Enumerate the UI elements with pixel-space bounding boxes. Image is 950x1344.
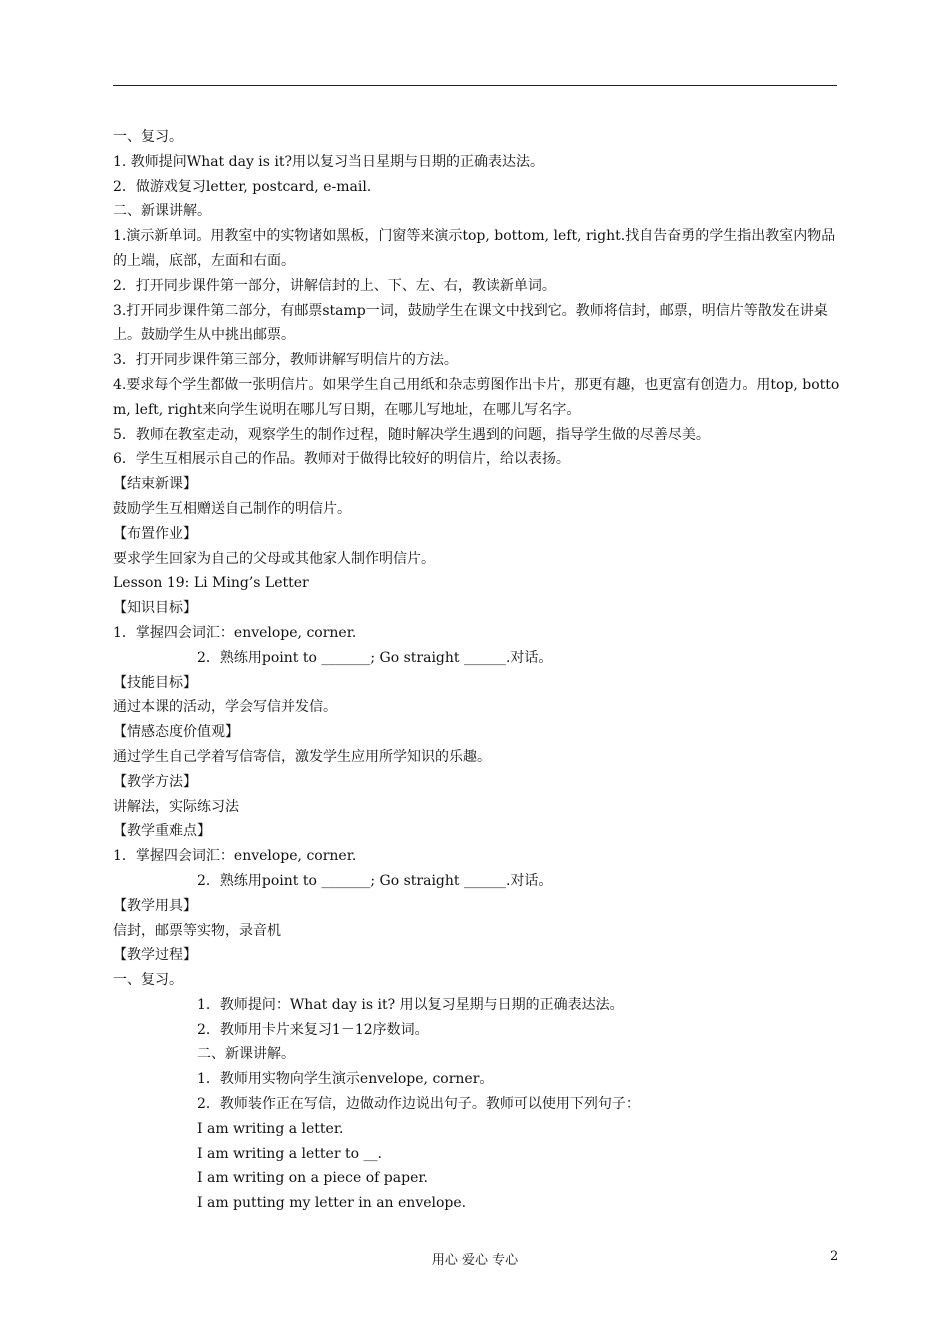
text-line: 【情感态度价值观】 [113,724,239,741]
text-line: 1.演示新单词。用教室中的实物诸如黑板，门窗等来演示top, bottom, left, right.找自告奋勇的学生指出教室内物品的上端，底部，左面和右面。 [113,228,836,269]
text-line: 讲解法，实际练习法 [113,798,239,815]
text-line: I am writing a letter. [197,1120,344,1137]
text-line: 4.要求每个学生都做一张明信片。如果学生自己用纸和杂志剪图作出卡片，那更有趣，也更富有创造力。用top, bottom, left, right来向学生说明在哪儿写日期，在哪儿写地址，在哪儿写名字。 [113,376,840,418]
text-line: 一、复习。 [113,972,183,989]
text-line: 【结束新课】 [113,476,197,493]
text-line: I am writing a letter to __. [197,1145,382,1162]
text-line: 二、新课讲解。 [113,203,211,220]
header-rule [113,85,837,86]
text-line: 鼓励学生互相赠送自己制作的明信片。 [113,500,351,517]
page-number: 2 [830,1249,839,1264]
text-line: 2．熟练用point to _______; Go straight ______.对话。 [197,872,553,889]
text-line: 通过本课的活动，学会写信并发信。 [113,699,337,716]
text-line: Lesson 19: Li Ming’s Letter [113,575,309,592]
text-line: 2．教师装作正在写信，边做动作边说出句子。教师可以使用下列句子： [197,1096,640,1113]
text-line: 6．学生互相展示自己的作品。教师对于做得比较好的明信片，给以表扬。 [113,451,570,468]
footer-motto: 用心 爱心 专心 [431,1253,519,1268]
text-line: 3.打开同步课件第二部分，有邮票stamp一词，鼓励学生在课文中找到它。教师将信封，邮票，明信片等散发在讲桌上。鼓励学生从中挑出邮票。 [113,302,828,344]
text-line: 要求学生回家为自己的父母或其他家人制作明信片。 [113,550,435,567]
text-line: 2．教师用卡片来复习1－12序数词。 [197,1021,429,1038]
text-line: 【教学重难点】 [113,823,211,840]
text-line: 【布置作业】 [113,525,197,542]
text-line: 3．打开同步课件第三部分，教师讲解写明信片的方法。 [113,352,458,369]
text-line: 【教学过程】 [113,947,197,964]
text-line: 1．教师用实物向学生演示envelope, corner。 [197,1071,494,1088]
text-line: 通过学生自己学着写信寄信，激发学生应用所学知识的乐趣。 [113,748,491,765]
text-line: 2．熟练用point to _______; Go straight ______.对话。 [197,649,553,666]
text-line: 二、新课讲解。 [197,1046,295,1063]
text-line: 1．掌握四会词汇：envelope, corner. [113,848,357,865]
text-line: 1. 教师提问What day is it?用以复习当日星期与日期的正确表达法。 [113,153,545,170]
text-line: 【教学用具】 [113,897,197,914]
text-line: 【知识目标】 [113,600,197,617]
text-line: 【技能目标】 [113,674,197,691]
text-line: 信封，邮票等实物，录音机 [113,922,281,939]
text-line: 2．做游戏复习letter, postcard, e-mail. [113,178,372,195]
text-line: 2．打开同步课件第一部分，讲解信封的上、下、左、右，教读新单词。 [113,277,556,294]
body-text [113,125,841,1216]
text-line: I am writing on a piece of paper. [197,1170,428,1187]
text-line: 1．掌握四会词汇：envelope, corner. [113,624,357,641]
text-line: 【教学方法】 [113,773,197,790]
text-line: 5．教师在教室走动，观察学生的制作过程，随时解决学生遇到的问题，指导学生做的尽善尽美。 [113,426,710,443]
text-line: I am putting my letter in an envelope. [197,1195,467,1212]
text-line: 一、复习。 [113,129,183,145]
text-line: 1．教师提问：What day is it? 用以复习星期与日期的正确表达法。 [197,996,624,1013]
